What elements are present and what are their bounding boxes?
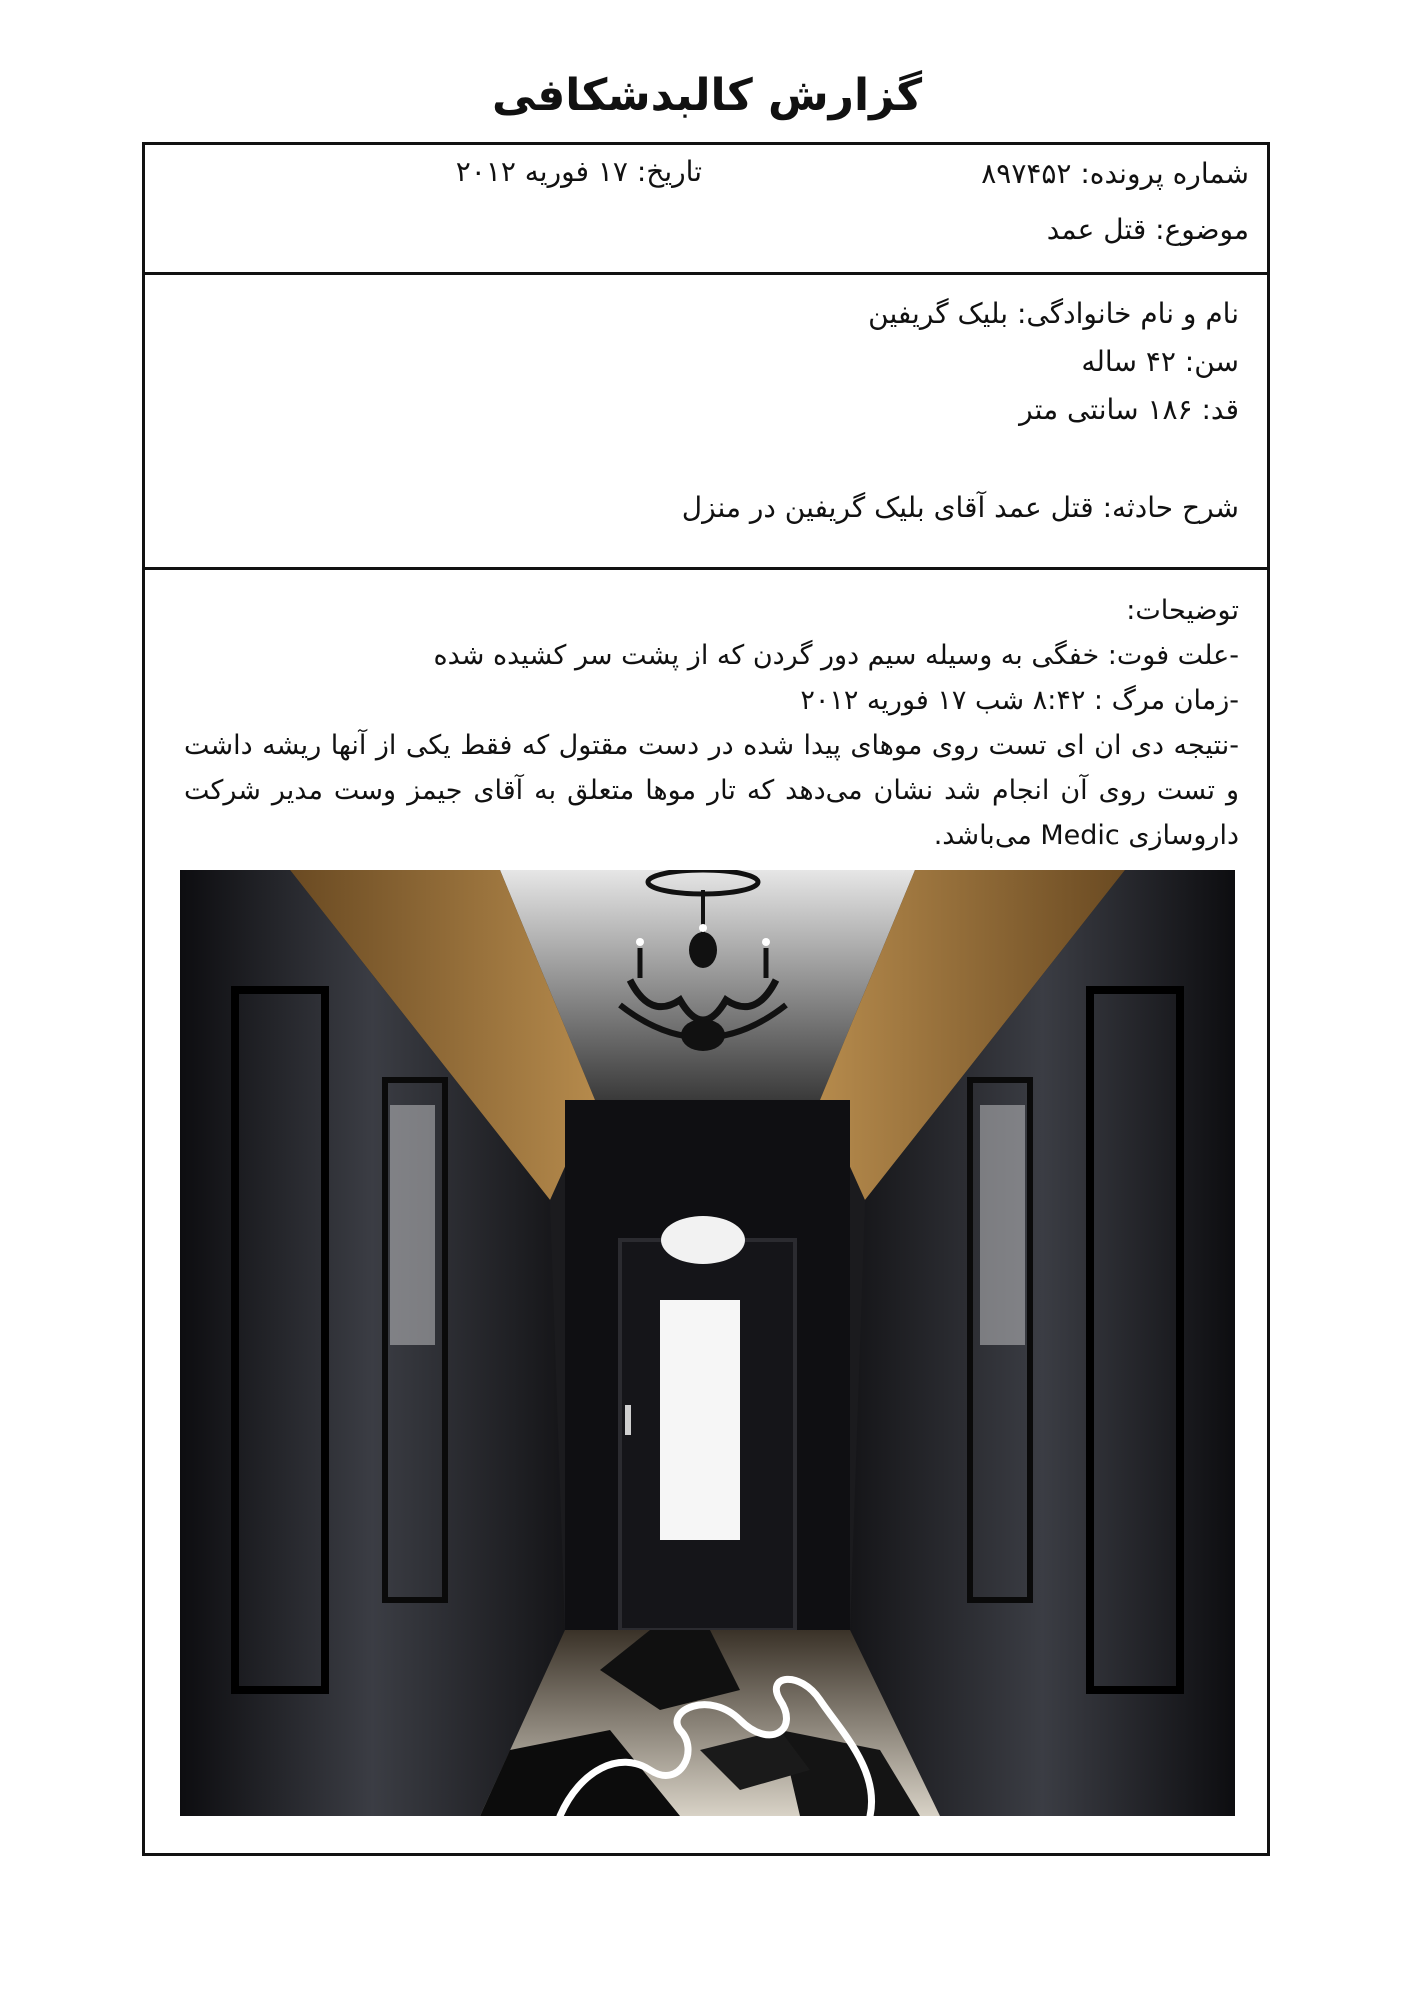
cause-of-death: -علت فوت: خفگی به وسیله سیم دور گردن که از پشت سر کشیده شده: [433, 640, 1239, 671]
notes-heading: توضیحات:: [1126, 595, 1239, 626]
crime-scene-photo: [180, 870, 1235, 1816]
report-date: تاریخ: ۱۷ فوریه ۲۰۱۲: [455, 155, 702, 188]
victim-age: سن: ۴۲ ساله: [1081, 345, 1239, 378]
notes-text: [184, 588, 1239, 858]
incident-description: شرح حادثه: قتل عمد آقای بلیک گریفین در منزل: [681, 491, 1239, 524]
victim-name: نام و نام خانوادگی: بلیک گریفین: [868, 297, 1239, 330]
time-of-death: -زمان مرگ : ۸:۴۲ شب ۱۷ فوریه ۲۰۱۲: [800, 685, 1239, 716]
report-frame: [142, 142, 1270, 1856]
case-header-section: [145, 145, 1267, 275]
notes-section: [145, 570, 1267, 1856]
victim-height: قد: ۱۸۶ سانتی متر: [1019, 393, 1239, 426]
victim-info-section: [145, 275, 1267, 570]
page-title: گزارش کالبدشکافی: [491, 70, 923, 121]
case-subject: موضوع: قتل عمد: [1046, 213, 1249, 246]
case-number: شماره پرونده: ۸۹۷۴۵۲: [981, 157, 1249, 190]
dna-result: -نتیجه دی ان ای تست روی موهای پیدا شده در دست مقتول که فقط یکی از آنها ریشه داشت و تست روی آن انجام شد نشان می‌دهد که تار موها متعلق به آقای جیمز وست مدیر شرکت داروسازی Medic می‌باشد.: [184, 730, 1239, 851]
